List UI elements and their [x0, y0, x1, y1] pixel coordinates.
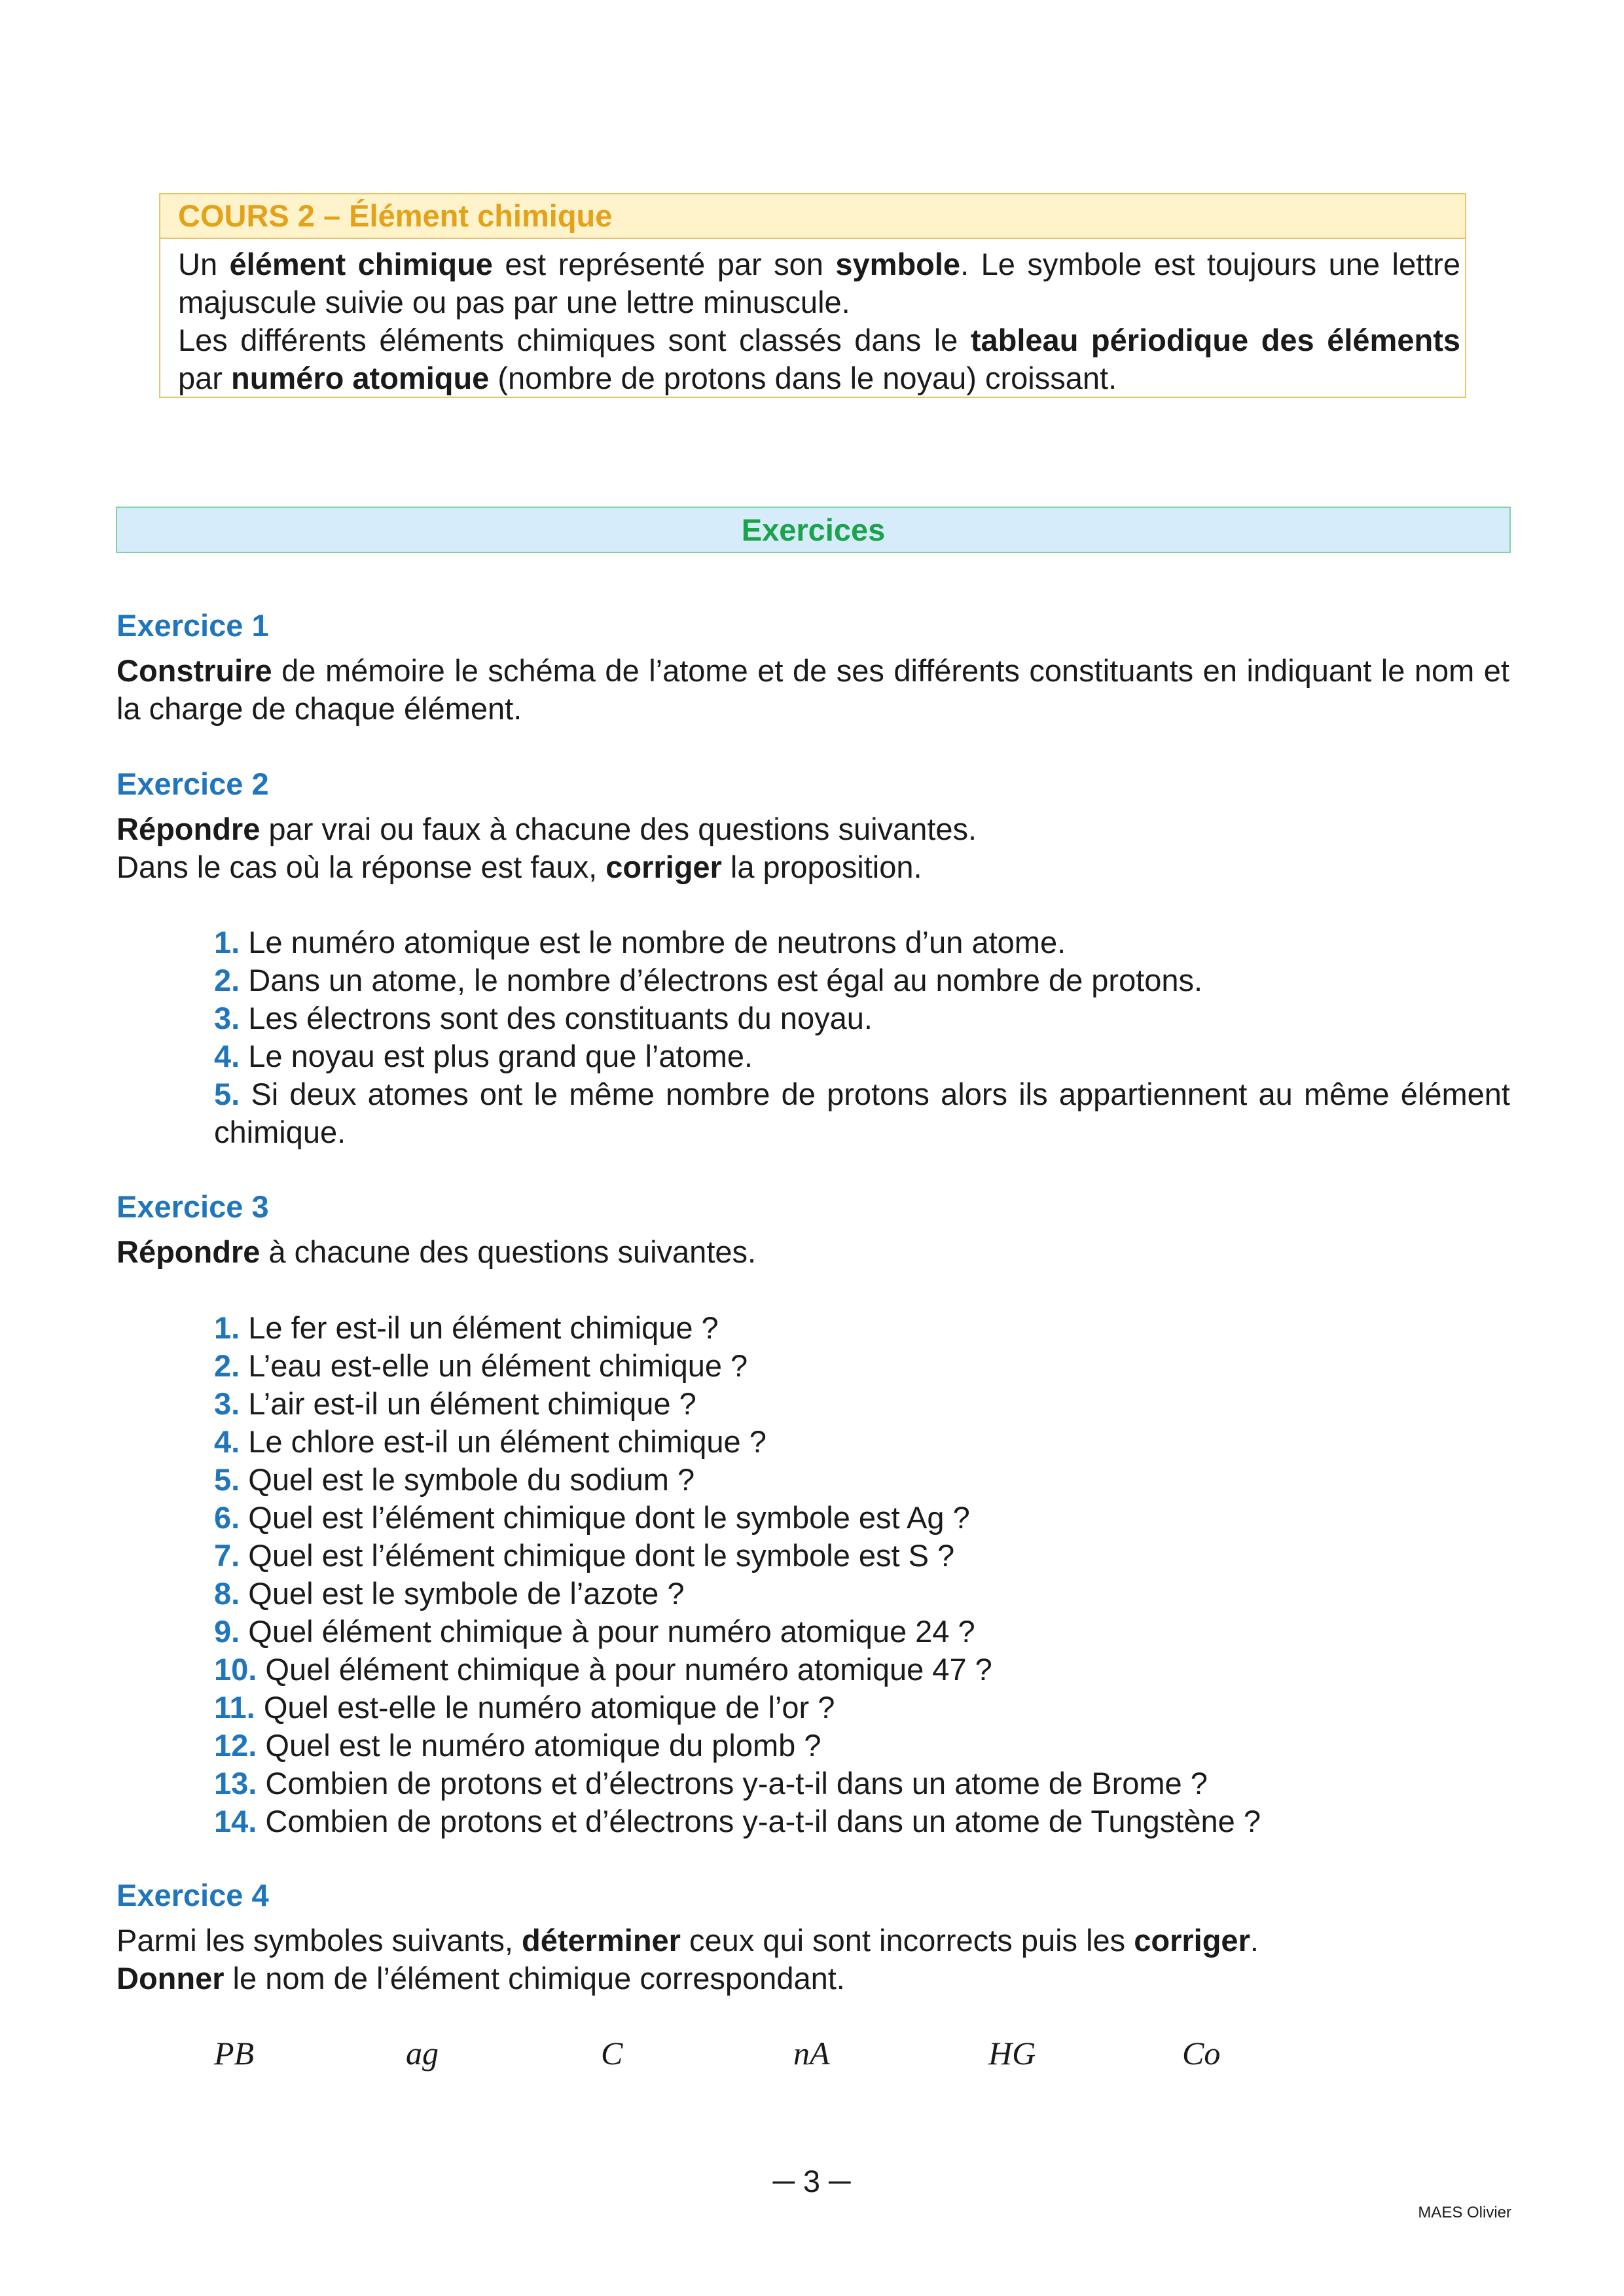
exercices-banner: Exercices — [116, 507, 1511, 553]
cours-box — [159, 193, 1466, 398]
exercise-2-line-2: Dans le cas où la réponse est faux, corriger la proposition. — [117, 850, 922, 884]
list-item: 10. Quel élément chimique à pour numéro atomique 47 ? — [214, 1652, 992, 1687]
list-item: 1. Le numéro atomique est le nombre de neutrons d’un atome. — [214, 925, 1066, 960]
exercise-4-line-1: Parmi les symboles suivants, déterminer ceux qui sont incorrects puis les corriger. — [117, 1923, 1259, 1958]
list-item: 11. Quel est-elle le numéro atomique de l’or ? — [214, 1690, 835, 1725]
symbol-item: nA — [793, 2035, 830, 2072]
page-number: ─ 3 ─ — [772, 2164, 851, 2198]
list-item: 7. Quel est l’élément chimique dont le symbole est S ? — [214, 1538, 955, 1573]
symbol-item: PB — [214, 2035, 255, 2072]
list-item: 2. Dans un atome, le nombre d’électrons est égal au nombre de protons. — [214, 963, 1203, 997]
symbol-item: C — [601, 2035, 623, 2072]
symbol-item: Co — [1182, 2035, 1221, 2072]
list-item: 4. Le chlore est-il un élément chimique ? — [214, 1424, 767, 1459]
exercise-2-title: Exercice 2 — [117, 766, 269, 801]
cours-paragraph-1: Un élément chimique est représenté par son symbole. Le symbole est toujours une lettre majuscule suivie ou pas par une lettre minuscule. — [178, 247, 1460, 319]
list-item: 6. Quel est l’élément chimique dont le symbole est Ag ? — [214, 1500, 970, 1535]
exercise-3-list — [214, 1309, 1510, 1840]
exercise-2-instructions — [117, 810, 1509, 886]
list-item: 2. L’eau est-elle un élément chimique ? — [214, 1348, 748, 1383]
list-item: 13. Combien de protons et d’électrons y-a-t-il dans un atome de Brome ? — [214, 1766, 1208, 1801]
list-item: 14. Combien de protons et d’électrons y-a-t-il dans un atome de Tungstène ? — [214, 1804, 1261, 1839]
exercise-1-title: Exercice 1 — [117, 608, 269, 643]
list-item: 3. Les électrons sont des constituants du noyau. — [214, 1001, 873, 1035]
exercise-4-title: Exercice 4 — [117, 1878, 269, 1912]
cours-title: COURS 2 – Élément chimique — [160, 194, 1465, 239]
exercise-2-line-1: Répondre par vrai ou faux à chacune des questions suivantes. — [117, 812, 977, 846]
list-item: 5. Quel est le symbole du sodium ? — [214, 1462, 695, 1497]
list-item: 5. Si deux atomes ont le même nombre de protons alors ils appartiennent au même élément chimique. — [214, 1077, 1510, 1149]
symbol-item: HG — [988, 2035, 1036, 2072]
list-item: 9. Quel élément chimique à pour numéro atomique 24 ? — [214, 1614, 975, 1649]
author-name: MAES Olivier — [1418, 2204, 1511, 2221]
cours-paragraph-2: Les différents éléments chimiques sont classés dans le tableau périodique des éléments par numéro atomique (nombre de protons dans le noyau) croissant. — [178, 323, 1460, 395]
exercise-3-title: Exercice 3 — [117, 1189, 269, 1224]
list-item: 4. Le noyau est plus grand que l’atome. — [214, 1039, 753, 1073]
symbols-row — [0, 2033, 1624, 2079]
cours-body — [160, 239, 1465, 397]
exercise-4-instructions — [117, 1922, 1509, 1998]
symbol-item: ag — [406, 2035, 439, 2072]
list-item: 3. L’air est-il un élément chimique ? — [214, 1386, 696, 1421]
exercise-4-line-2: Donner le nom de l’élément chimique correspondant. — [117, 1961, 845, 1996]
exercise-3-instructions: Répondre à chacune des questions suivantes. — [117, 1234, 757, 1269]
exercise-1-text: Construire de mémoire le schéma de l’atome et de ses différents constituants en indiquant le nom et la charge de chaque élément. — [117, 653, 1509, 726]
list-item: 1. Le fer est-il un élément chimique ? — [214, 1310, 719, 1345]
list-item: 8. Quel est le symbole de l’azote ? — [214, 1576, 685, 1611]
list-item: 12. Quel est le numéro atomique du plomb ? — [214, 1728, 821, 1763]
exercise-2-list — [214, 924, 1510, 1151]
